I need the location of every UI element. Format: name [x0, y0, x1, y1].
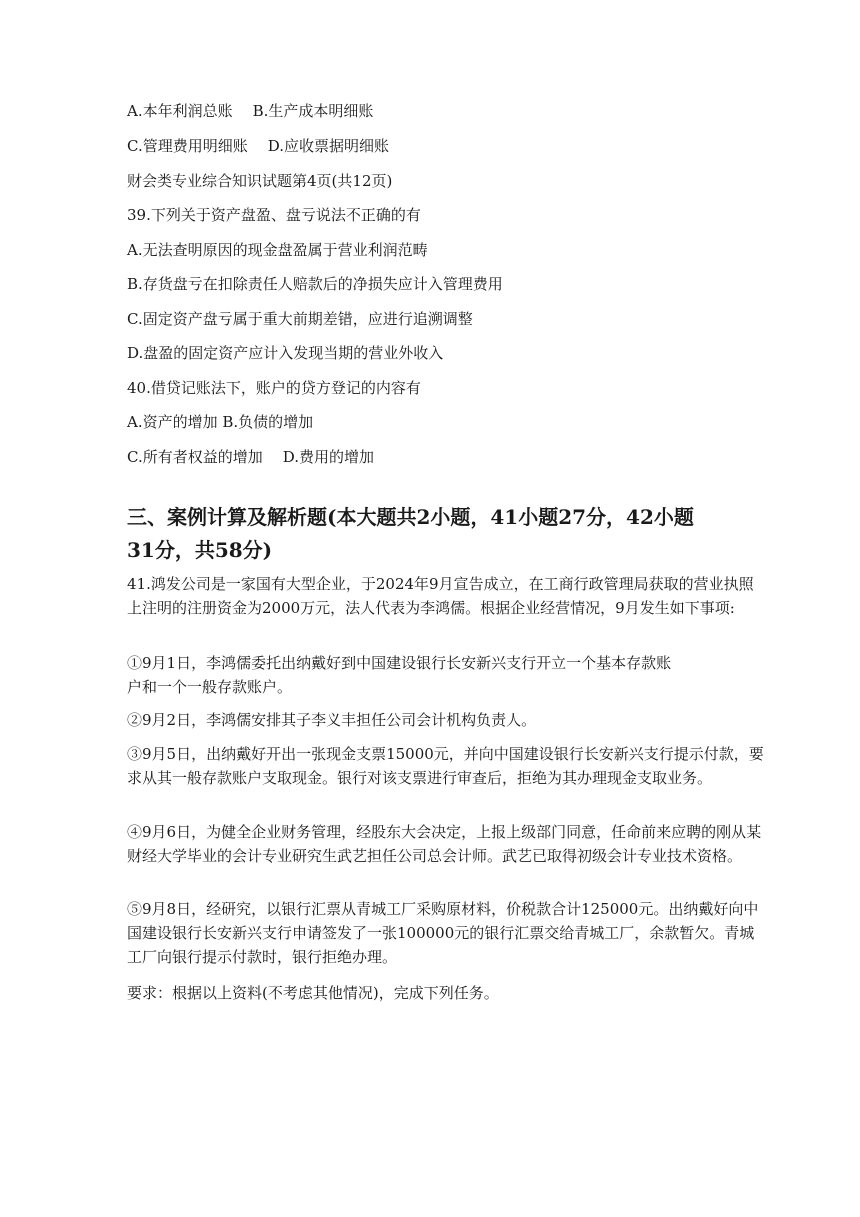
q40-stem: 40.借贷记账法下，账户的贷方登记的内容有: [127, 379, 421, 397]
section3-title-line1: 三、案例计算及解析题(本大题共2小题，41小题27分，42小题: [127, 505, 694, 529]
q39-option-c: C.固定资产盘亏属于重大前期差错，应进行追溯调整: [127, 310, 473, 328]
q38-option-b: B.生产成本明细账: [252, 102, 374, 120]
section3-title-line2: 31分，共58分): [127, 538, 273, 562]
page-footer: 财会类专业综合知识试题第4页(共12页): [127, 172, 393, 190]
q40-option-b: B.负债的增加: [222, 413, 314, 431]
q40-option-c: C.所有者权益的增加: [127, 448, 263, 466]
q41-item1-line2: 户和一个一般存款账户。: [127, 678, 293, 696]
q38-option-d: D.应收票据明细账: [267, 137, 389, 155]
q41-item5: ⑤9月8日，经研究，以银行汇票从青城工厂采购原材料，价税款合计125000元。出纳戴好向中国建设银行长安新兴支行申请签发了一张100000元的银行汇票交给青城工厂，余款暂欠。青城工厂向银行提示付款时，银行拒绝办理。: [127, 900, 759, 966]
q38-options-row1: [127, 101, 767, 121]
q39-option-a: A.无法查明原因的现金盘盈属于营业利润范畴: [127, 241, 428, 259]
q41-item1-line1: ①9月1日，李鸿儒委托出纳戴好到中国建设银行长安新兴支行开立一个基本存款账: [127, 654, 672, 672]
q41-requirement: 要求：根据以上资料(不考虑其他情况)，完成下列任务。: [127, 984, 499, 1002]
q38-option-c: C.管理费用明细账: [127, 137, 248, 155]
q41-item2: ②9月2日，李鸿儒安排其子李义丰担任公司会计机构负责人。: [127, 711, 537, 729]
q39-option-d: D.盘盈的固定资产应计入发现当期的营业外收入: [127, 344, 444, 362]
q40-option-a: A.资产的增加: [127, 413, 218, 431]
q40-option-d: D.费用的增加: [282, 448, 374, 466]
q39-stem: 39.下列关于资产盘盈、盘亏说法不正确的有: [127, 206, 421, 224]
q38-options-row2: [127, 136, 767, 156]
q40-options-row1: [127, 412, 767, 432]
q41-item4: ④9月6日，为健全企业财务管理，经股东大会决定，上报上级部门同意，任命前来应聘的刚从某财经大学毕业的会计专业研究生武艺担任公司总会计师。武艺已取得初级会计专业技术资格。: [127, 823, 762, 865]
q41-intro: 41.鸿发公司是一家国有大型企业，于2024年9月宣告成立，在工商行政管理局获取的营业执照上注明的注册资金为2000万元，法人代表为李鸿儒。根据企业经营情况，9月发生如下事项:: [127, 575, 754, 617]
q39-option-b: B.存货盘亏在扣除责任人赔款后的净损失应计入管理费用: [127, 275, 503, 293]
q41-item3: ③9月5日，出纳戴好开出一张现金支票15000元，并向中国建设银行长安新兴支行提示付款，要求从其一般存款账户支取现金。银行对该支票进行审查后，拒绝为其办理现金支取业务。: [127, 745, 764, 787]
q38-option-a: A.本年利润总账: [127, 102, 233, 120]
q40-options-row2: [127, 447, 767, 467]
